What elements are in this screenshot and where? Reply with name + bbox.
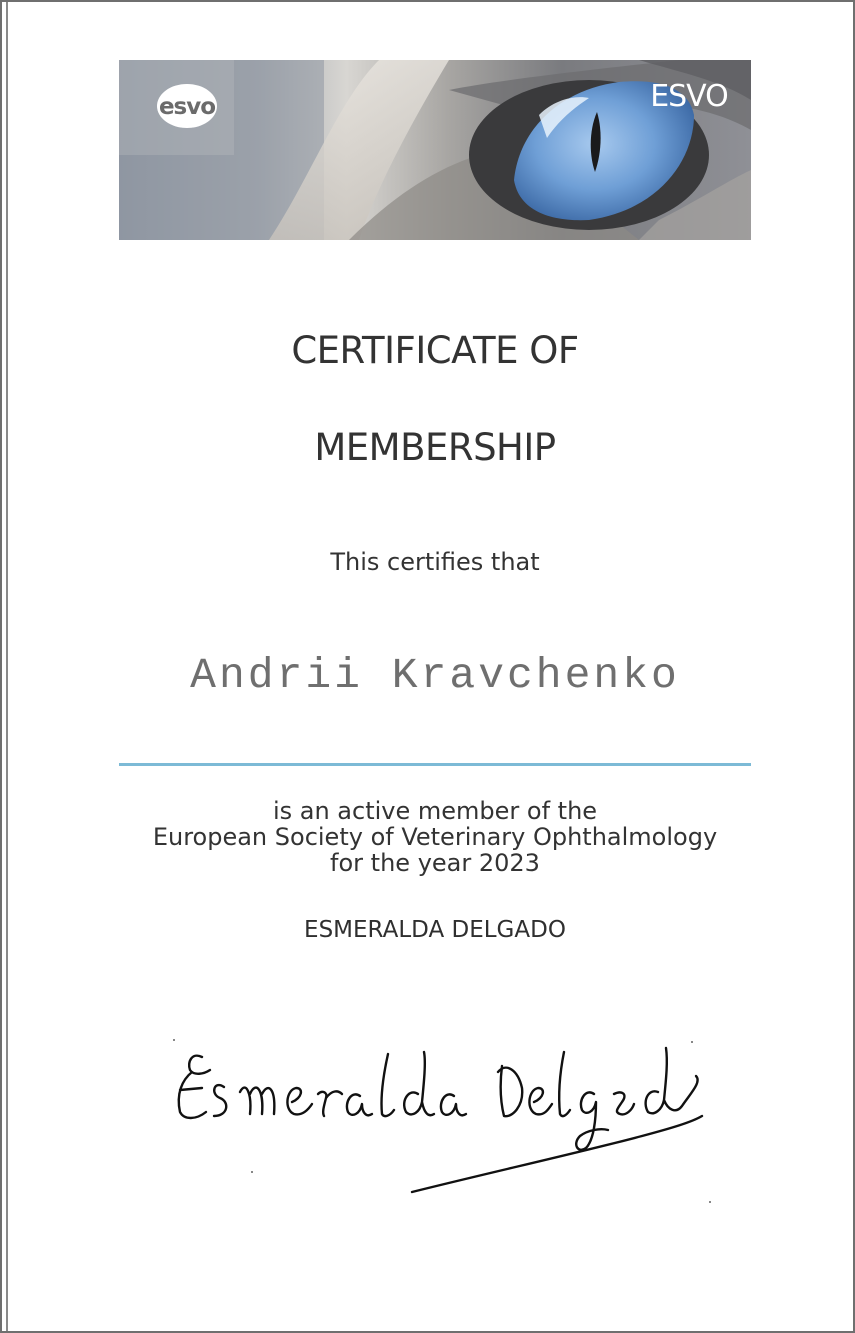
certificate-title-line1: CERTIFICATE OF bbox=[291, 329, 579, 372]
certificate-title-line2: MEMBERSHIP bbox=[314, 426, 556, 469]
member-name: Andrii Kravchenko bbox=[190, 651, 680, 700]
esvo-logo: esvo bbox=[158, 94, 216, 120]
membership-statement bbox=[119, 798, 751, 876]
signer-name: ESMERALDA DELGADO bbox=[304, 917, 566, 943]
statement-line-3: for the year 2023 bbox=[330, 849, 540, 877]
certifies-text: This certifies that bbox=[330, 548, 540, 576]
handwritten-signature bbox=[162, 1032, 722, 1207]
esvo-wordmark: ESVO bbox=[650, 79, 728, 114]
statement-line-1: is an active member of the bbox=[272, 797, 598, 825]
statement-line-2: European Society of Veterinary Ophthalmology bbox=[152, 823, 718, 851]
divider-line bbox=[119, 763, 751, 766]
